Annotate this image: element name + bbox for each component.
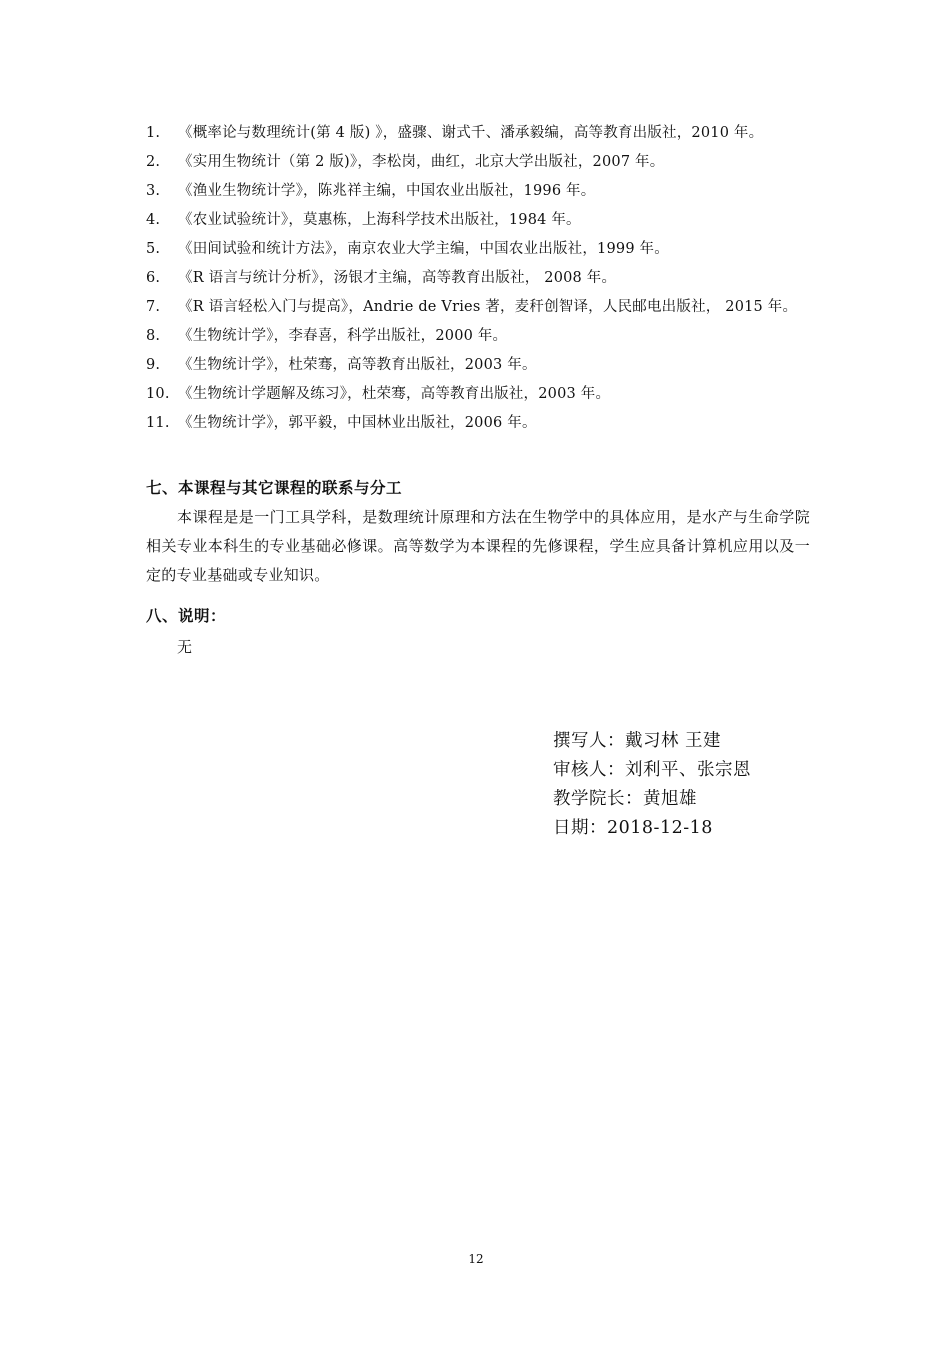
reference-number: 5. — [146, 241, 161, 257]
reference-number: 3. — [146, 183, 161, 199]
reference-item — [146, 235, 814, 264]
reference-number: 8. — [146, 328, 161, 344]
signature-block — [553, 727, 751, 843]
reference-number: 9. — [146, 357, 161, 373]
reference-number: 2. — [146, 154, 161, 170]
reference-text: 《生物统计学》，李春喜，科学出版社，2000 年。 — [178, 328, 508, 344]
section-heading-notes: 八、说明： — [146, 606, 227, 625]
reference-item — [146, 177, 814, 206]
reference-text: 《R 语言轻松入门与提高》，Andrie de Vries 著，麦秆创智译，人民邮电出版社， 2015 年。 — [178, 299, 798, 315]
reference-item — [146, 293, 814, 322]
reference-text: 《概率论与数理统计(第 4 版) 》，盛骤、谢式千、潘承毅编，高等教育出版社，2010 年。 — [178, 125, 764, 141]
reference-text: 《生物统计学题解及练习》，杜荣骞，高等教育出版社，2003 年。 — [178, 386, 611, 402]
reference-text: 《生物统计学》，杜荣骞，高等教育出版社，2003 年。 — [178, 357, 537, 373]
reference-item — [146, 206, 814, 235]
signature-dean: 教学院长：黄旭雄 — [553, 789, 697, 809]
reference-number: 10. — [146, 386, 170, 402]
section-body-notes: 无 — [177, 638, 193, 656]
signature-reviewer: 审核人：刘利平、张宗恩 — [553, 760, 751, 780]
signature-author: 撰写人：戴习林 王建 — [553, 731, 722, 751]
page-number: 12 — [468, 1252, 484, 1266]
section-heading-course-relations: 七、本课程与其它课程的联系与分工 — [146, 478, 403, 497]
reference-text: 《渔业生物统计学》，陈兆祥主编，中国农业出版社，1996 年。 — [178, 183, 596, 199]
reference-number: 4. — [146, 212, 161, 228]
reference-item — [146, 351, 814, 380]
reference-text: 《生物统计学》，郭平毅，中国林业出版社，2006 年。 — [178, 415, 537, 431]
reference-text: 《实用生物统计（第 2 版)》，李松岗，曲红，北京大学出版社，2007 年。 — [178, 154, 665, 170]
reference-text: 《田间试验和统计方法》，南京农业大学主编，中国农业出版社，1999 年。 — [178, 241, 669, 257]
reference-number: 7. — [146, 299, 161, 315]
reference-number: 1. — [146, 125, 161, 141]
reference-item — [146, 409, 814, 438]
reference-item — [146, 322, 814, 351]
reference-number: 11. — [146, 415, 170, 431]
reference-text: 《R 语言与统计分析》，汤银才主编，高等教育出版社， 2008 年。 — [178, 270, 617, 286]
signature-date: 日期：2018-12-18 — [553, 818, 713, 838]
reference-number: 6. — [146, 270, 161, 286]
reference-item — [146, 119, 814, 148]
reference-text: 《农业试验统计》，莫惠栋，上海科学技术出版社，1984 年。 — [178, 212, 581, 228]
reference-item — [146, 380, 814, 409]
reference-item — [146, 148, 814, 177]
reference-list — [146, 119, 814, 438]
section-body-course-relations: 本课程是是一门工具学科，是数理统计原理和方法在生物学中的具体应用，是水产与生命学院相关专业本科生的专业基础必修课。高等数学为本课程的先修课程，学生应具备计算机应用以及一定的专业基础或专业知识。 — [146, 508, 810, 584]
reference-item — [146, 264, 814, 293]
